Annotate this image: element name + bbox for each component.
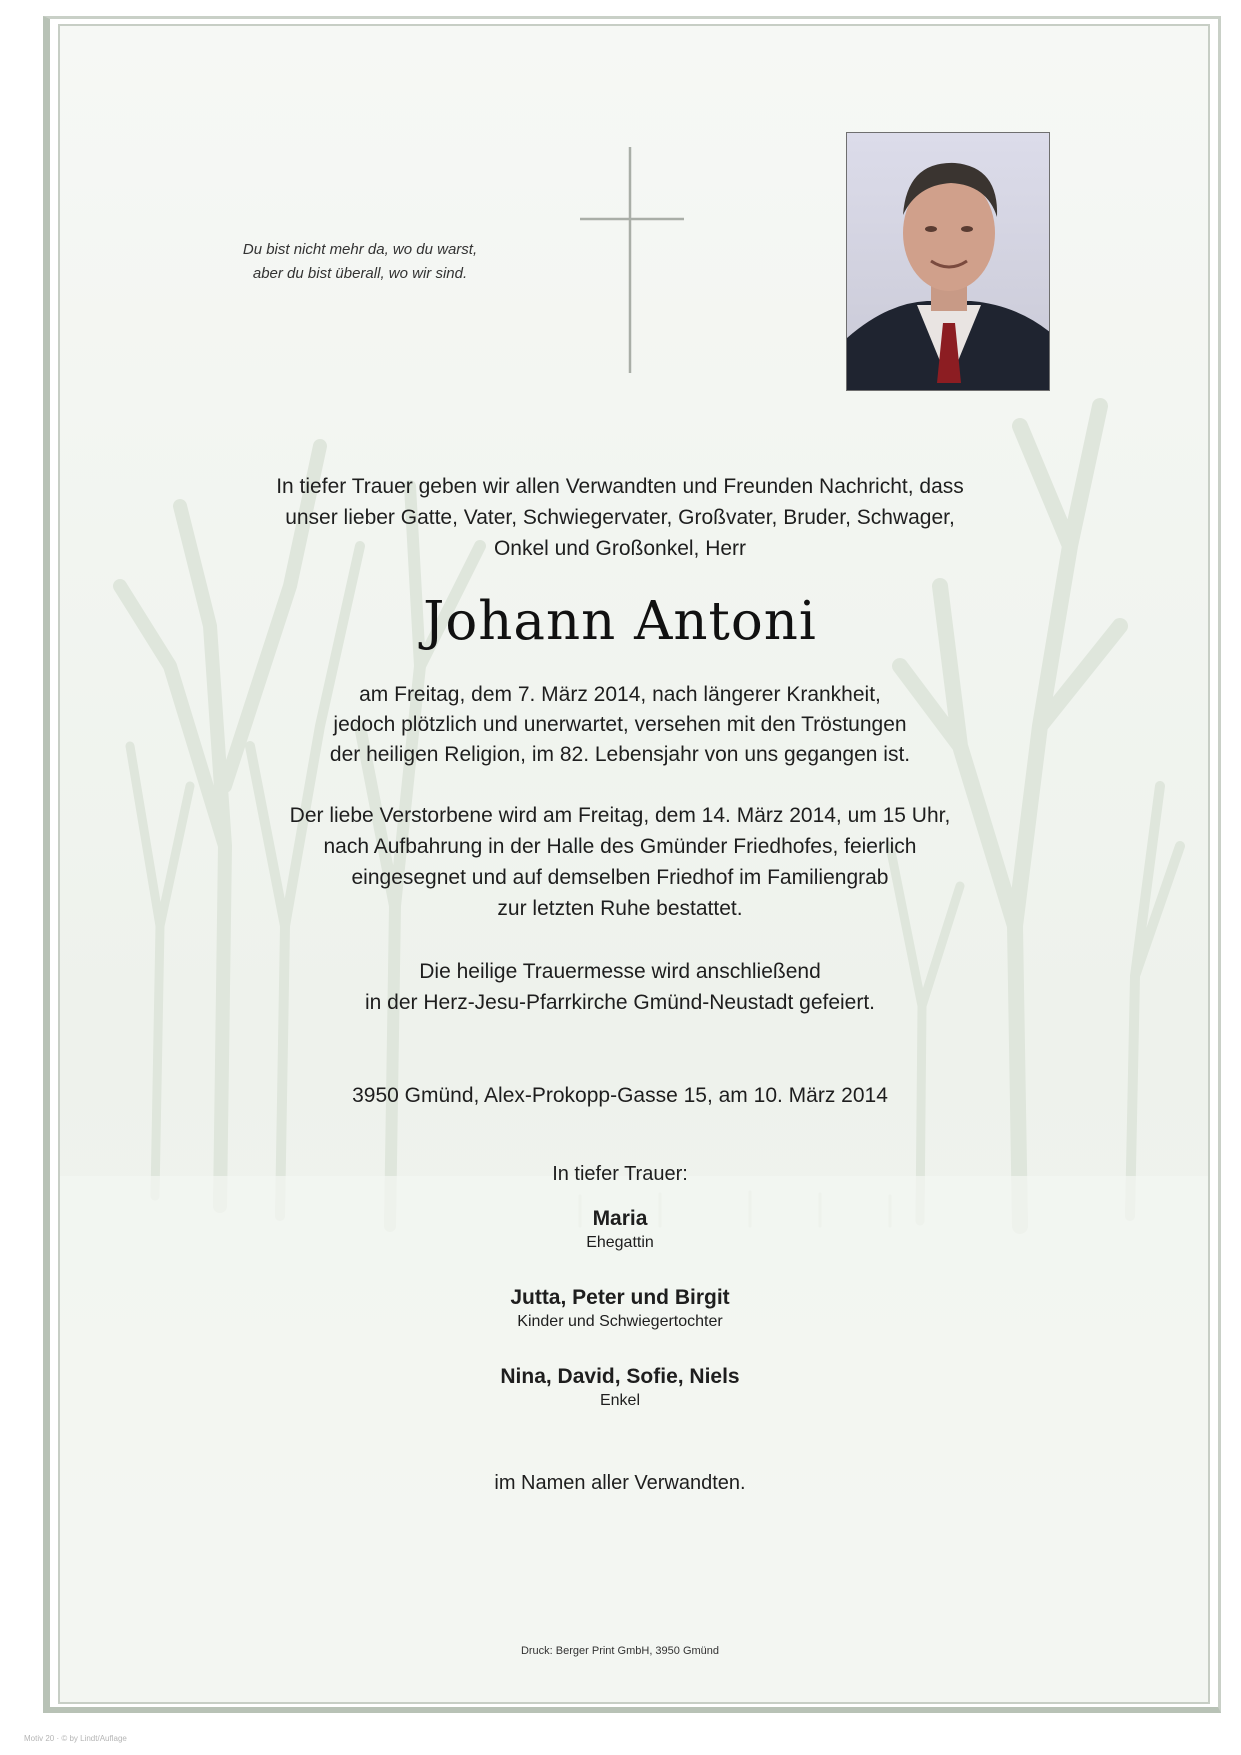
announcement bbox=[180, 471, 1060, 564]
mourner-name: Nina, David, Sofie, Niels bbox=[500, 1365, 740, 1388]
mourner-entry bbox=[180, 1364, 1060, 1412]
burial-line: zur letzten Ruhe bestattet. bbox=[497, 897, 743, 920]
mourners-list bbox=[180, 1206, 1060, 1443]
burial-details bbox=[180, 800, 1060, 924]
announcement-line: Onkel und Großonkel, Herr bbox=[493, 537, 747, 560]
death-notice-line: am Freitag, dem 7. März 2014, nach längerer Krankheit, bbox=[359, 683, 881, 706]
mourner-name: Maria bbox=[592, 1207, 648, 1230]
mourner-entry bbox=[180, 1285, 1060, 1333]
deceased-name: Johann Antoni bbox=[423, 591, 817, 652]
footnote: Motiv 20 · © by Lindt/Auflage bbox=[24, 1734, 127, 1743]
closing-line: im Namen aller Verwandten. bbox=[494, 1472, 746, 1494]
mourner-entry bbox=[180, 1206, 1060, 1254]
mourner-role: Kinder und Schwiegertochter bbox=[517, 1313, 723, 1330]
cross-icon bbox=[580, 147, 684, 373]
mass-line: Die heilige Trauermesse wird anschließend bbox=[419, 960, 821, 983]
address-and-date: 3950 Gmünd, Alex-Prokopp-Gasse 15, am 10. März 2014 bbox=[352, 1084, 888, 1107]
quote-line: Du bist nicht mehr da, wo du warst, bbox=[242, 241, 478, 258]
memorial-quote bbox=[200, 238, 520, 286]
mourner-role: Ehegattin bbox=[586, 1234, 654, 1251]
death-notice-line: jedoch plötzlich und unerwartet, versehen mit den Tröstungen bbox=[333, 713, 907, 736]
burial-line: nach Aufbahrung in der Halle des Gmünder Friedhofes, feierlich bbox=[323, 835, 917, 858]
printer-credit: Druck: Berger Print GmbH, 3950 Gmünd bbox=[520, 1645, 720, 1657]
announcement-line: unser lieber Gatte, Vater, Schwiegervater, Großvater, Bruder, Schwager, bbox=[285, 506, 955, 529]
mass-line: in der Herz-Jesu-Pfarrkirche Gmünd-Neustadt gefeiert. bbox=[364, 991, 876, 1014]
mass-details bbox=[180, 956, 1060, 1018]
burial-line: eingesegnet und auf demselben Friedhof im Familiengrab bbox=[351, 866, 889, 889]
burial-line: Der liebe Verstorbene wird am Freitag, dem 14. März 2014, um 15 Uhr, bbox=[289, 804, 951, 827]
death-notice-line: der heiligen Religion, im 82. Lebensjahr von uns gegangen ist. bbox=[329, 743, 911, 766]
portrait-icon bbox=[847, 133, 1050, 391]
announcement-line: In tiefer Trauer geben wir allen Verwandten und Freunden Nachricht, dass bbox=[276, 475, 964, 498]
mourner-name: Jutta, Peter und Birgit bbox=[510, 1286, 730, 1309]
quote-line: aber du bist überall, wo wir sind. bbox=[252, 265, 468, 282]
death-notice bbox=[180, 680, 1060, 770]
mourner-role: Enkel bbox=[599, 1392, 641, 1409]
portrait-photo bbox=[846, 132, 1050, 391]
mourning-heading: In tiefer Trauer: bbox=[552, 1163, 688, 1185]
